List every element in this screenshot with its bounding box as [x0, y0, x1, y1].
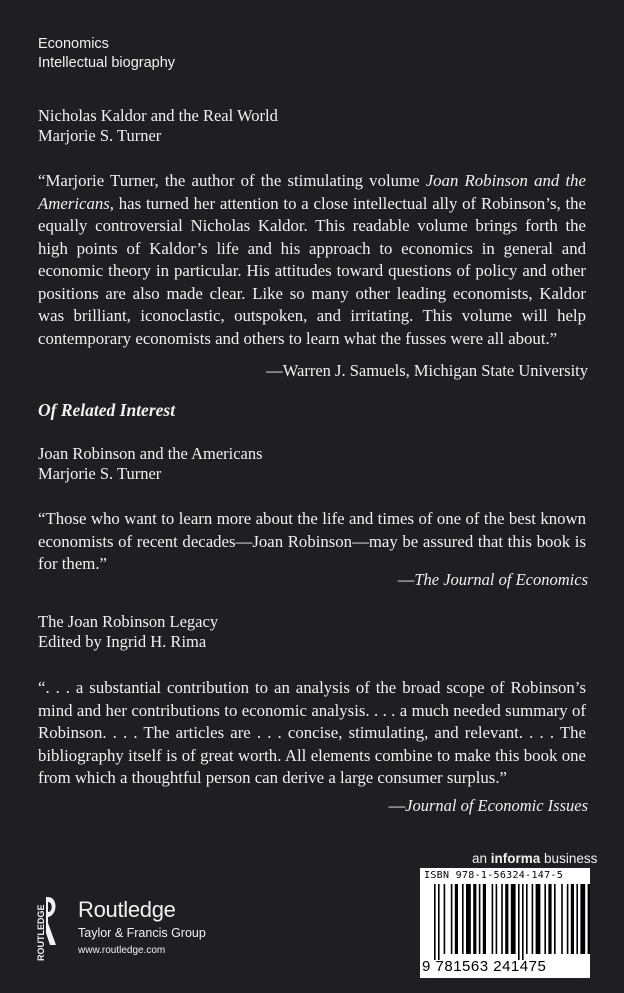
- related-book-2-quote: “. . . a substantial contribution to an analysis of the broad scope of Robinson’s mind and her contributions to economic analysis. . . . a much needed summary of Robinson. . . . The articles are . . . concise, stimulating, and relevant. . . . The bibliography itself is of great worth. All elements combine to make this book one from which a thoughtful person can derive a large consumer surplus.”: [38, 678, 586, 787]
- publisher-name: Routledge: [78, 897, 176, 922]
- attribution-source: The Journal of Economics: [414, 570, 588, 589]
- related-interest-heading: Of Related Interest: [38, 400, 176, 420]
- category-intellectual-biography: Intellectual biography: [38, 55, 176, 71]
- routledge-logo: [34, 893, 254, 963]
- related-book-1-quote: “Those who want to learn more about the life and times of one of the best known economists of recent decades—Joan Robinson—may be assured that this book is for them.”: [38, 509, 586, 573]
- main-book-attribution: —Warren J. Samuels, Michigan State University: [266, 361, 588, 380]
- isbn-label: ISBN 978-1-56324-147-5: [424, 870, 564, 881]
- main-book-review-quote: [38, 170, 586, 350]
- quote-text-part-1: “Marjorie Turner, the author of the stimulating volume: [38, 171, 426, 190]
- barcode-bar: [501, 884, 503, 954]
- barcode-bar: [496, 884, 498, 954]
- barcode-bar: [455, 884, 458, 954]
- barcode-bar: [518, 884, 520, 960]
- barcode-bar: [554, 884, 556, 954]
- routledge-vertical-text: ROUTLEDGE: [36, 904, 46, 961]
- related-book-1-attribution: [398, 570, 588, 590]
- related-book-2-attribution: [389, 796, 588, 816]
- barcode-bar: [511, 884, 516, 954]
- informa-business-label: [472, 851, 597, 866]
- barcode-bar: [567, 884, 569, 954]
- barcode-bar: [544, 884, 546, 954]
- related-book-1-title: Joan Robinson and the Americans: [38, 444, 263, 463]
- barcode-bar: [522, 884, 524, 960]
- related-book-1-heading: [38, 444, 263, 484]
- attribution-dash: —: [388, 796, 406, 815]
- barcode-bar: [588, 884, 590, 954]
- barcode-bar: [438, 884, 440, 960]
- attribution-dash: —: [397, 570, 415, 589]
- related-book-2-title: The Joan Robinson Legacy: [38, 612, 219, 631]
- barcode-bar: [532, 884, 534, 954]
- barcode-bar: [505, 884, 508, 954]
- attribution-source: Journal of Economic Issues: [405, 796, 588, 815]
- barcode-bar: [571, 884, 574, 954]
- related-book-1-author: Marjorie S. Turner: [38, 464, 162, 483]
- informa-brand: informa: [490, 851, 541, 866]
- barcode-bar: [526, 884, 528, 954]
- barcode-bar: [466, 884, 471, 954]
- category-economics: Economics: [38, 36, 109, 52]
- barcode-bar: [451, 884, 453, 954]
- barcode-bar: [561, 884, 563, 954]
- barcode-bar: [444, 884, 446, 954]
- barcode-digits: 9 781563 241475: [422, 958, 547, 975]
- routledge-mark-icon: [34, 893, 60, 963]
- barcode-bar: [479, 884, 481, 954]
- isbn-barcode: [420, 868, 590, 978]
- related-book-2-author: Edited by Ingrid H. Rima: [38, 632, 207, 651]
- barcode-bar: [473, 884, 476, 954]
- barcode-bar: [462, 884, 464, 954]
- main-book-heading: [38, 106, 278, 146]
- barcode-bar: [434, 884, 436, 960]
- quote-italic-title: Joan Robinson and the Americans: [38, 171, 586, 213]
- publisher-group: Taylor & Francis Group: [78, 926, 206, 940]
- publisher-url: www.routledge.com: [78, 945, 166, 956]
- barcode-bar: [580, 884, 585, 954]
- barcode-bar: [483, 884, 486, 954]
- category-label: [38, 35, 175, 73]
- barcode-bars-icon: [420, 882, 590, 960]
- quote-text-part-2: , has turned her attention to a close intellectual ally of Robinson’s, the equally controversial Nicholas Kaldor. This readable volume brings forth the high points of Kaldor’s life and his approach to economics in general and economic theory in particular. His attitudes toward questions of policy and other positions are also made clear. Like so many other leading economists, Kaldor was brilliant, iconoclastic, outspoken, and irritating. This volume will help contemporary economists and others to learn what the fusses were all about.”: [38, 193, 586, 348]
- barcode-bar: [536, 884, 541, 954]
- barcode-bar: [548, 884, 551, 954]
- informa-suffix: business: [540, 851, 598, 866]
- main-book-title: Nicholas Kaldor and the Real World: [38, 106, 278, 125]
- informa-prefix: an: [472, 851, 491, 866]
- related-book-2-heading: [38, 612, 218, 652]
- main-book-author: Marjorie S. Turner: [38, 126, 162, 145]
- barcode-bar: [492, 884, 494, 954]
- barcode-bar: [576, 884, 578, 954]
